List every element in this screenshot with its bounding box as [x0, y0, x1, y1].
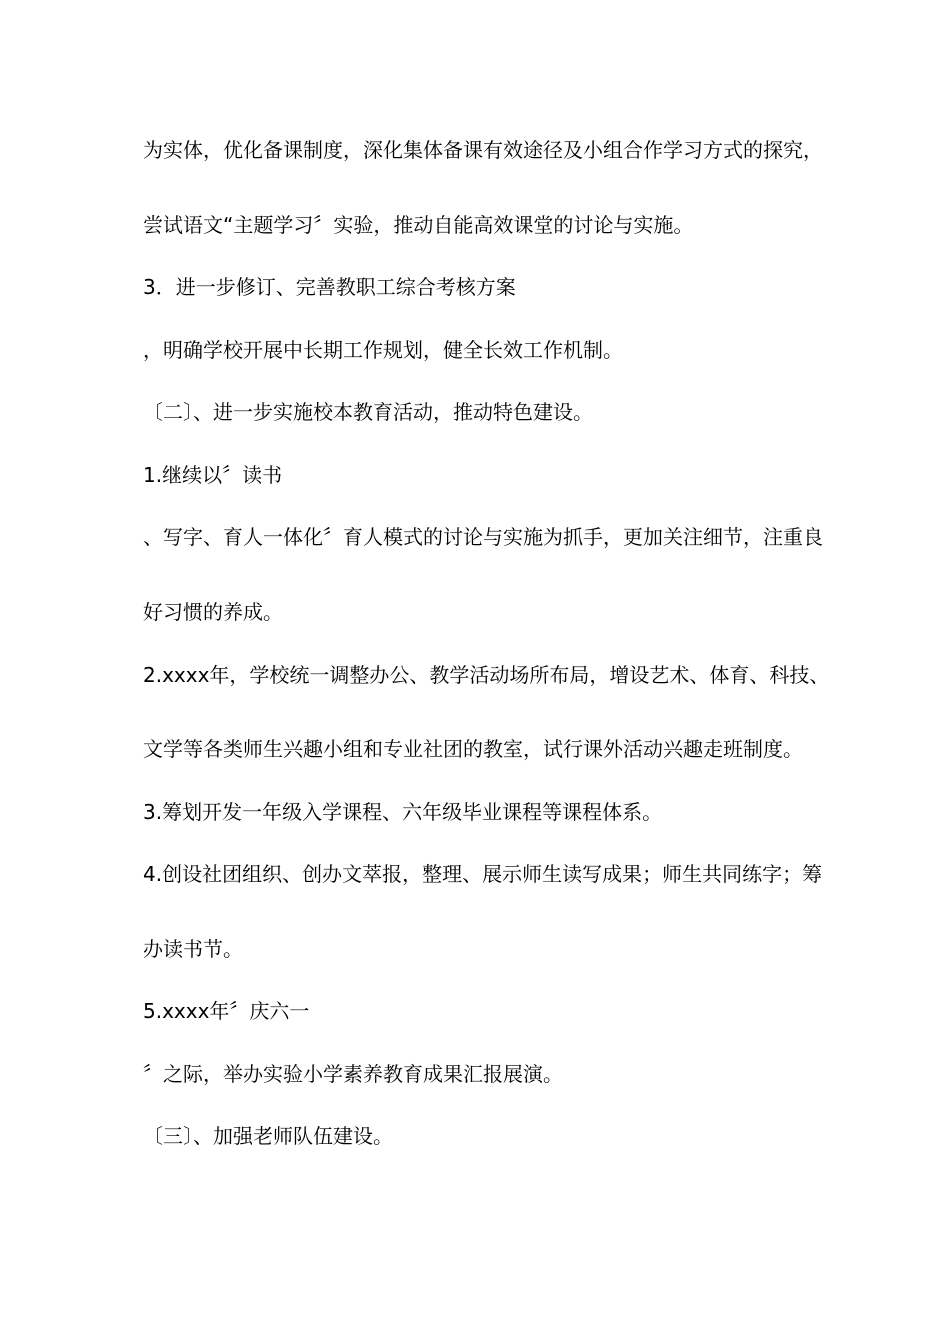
paragraph-line: 5.xxxx年〞庆六一: [143, 999, 310, 1023]
section-heading: 〔二〕、进一步实施校本教育活动，推动特色建设。: [143, 400, 593, 424]
paragraph-line: 1.继续以〞读书: [143, 463, 283, 487]
paragraph-line: 办读书节。: [143, 937, 243, 961]
paragraph-line: 文学等各类师生兴趣小组和专业社团的教室，试行课外活动兴趣走班制度。: [143, 737, 803, 761]
paragraph-line: 4.创设社团组织、创办文萃报，整理、展示师生读写成果；师生共同练字；筹: [143, 862, 823, 886]
paragraph-line: 好习惯的养成。: [143, 600, 283, 624]
paragraph-line: 、写字、育人一体化〞育人模式的讨论与实施为抓手，更加关注细节，注重良: [143, 525, 823, 549]
paragraph-line: 〞之际，举办实验小学素养教育成果汇报展演。: [143, 1062, 563, 1086]
paragraph-line: 为实体，优化备课制度，深化集体备课有效途径及小组合作学习方式的探究，: [143, 138, 823, 162]
paragraph-line: 3．进一步修订、完善教职工综合考核方案: [143, 275, 516, 299]
paragraph-line: 2.xxxx年，学校统一调整办公、教学活动场所布局，增设艺术、体育、科技、: [143, 663, 830, 687]
paragraph-line: ，明确学校开展中长期工作规划，健全长效工作机制。: [143, 338, 623, 362]
paragraph-line: 3.筹划开发一年级入学课程、六年级毕业课程等课程体系。: [143, 800, 663, 824]
section-heading: 〔三〕、加强老师队伍建设。: [143, 1124, 393, 1148]
paragraph-line: 尝试语文“主题学习〞实验，推动自能高效课堂的讨论与实施。: [143, 213, 694, 237]
